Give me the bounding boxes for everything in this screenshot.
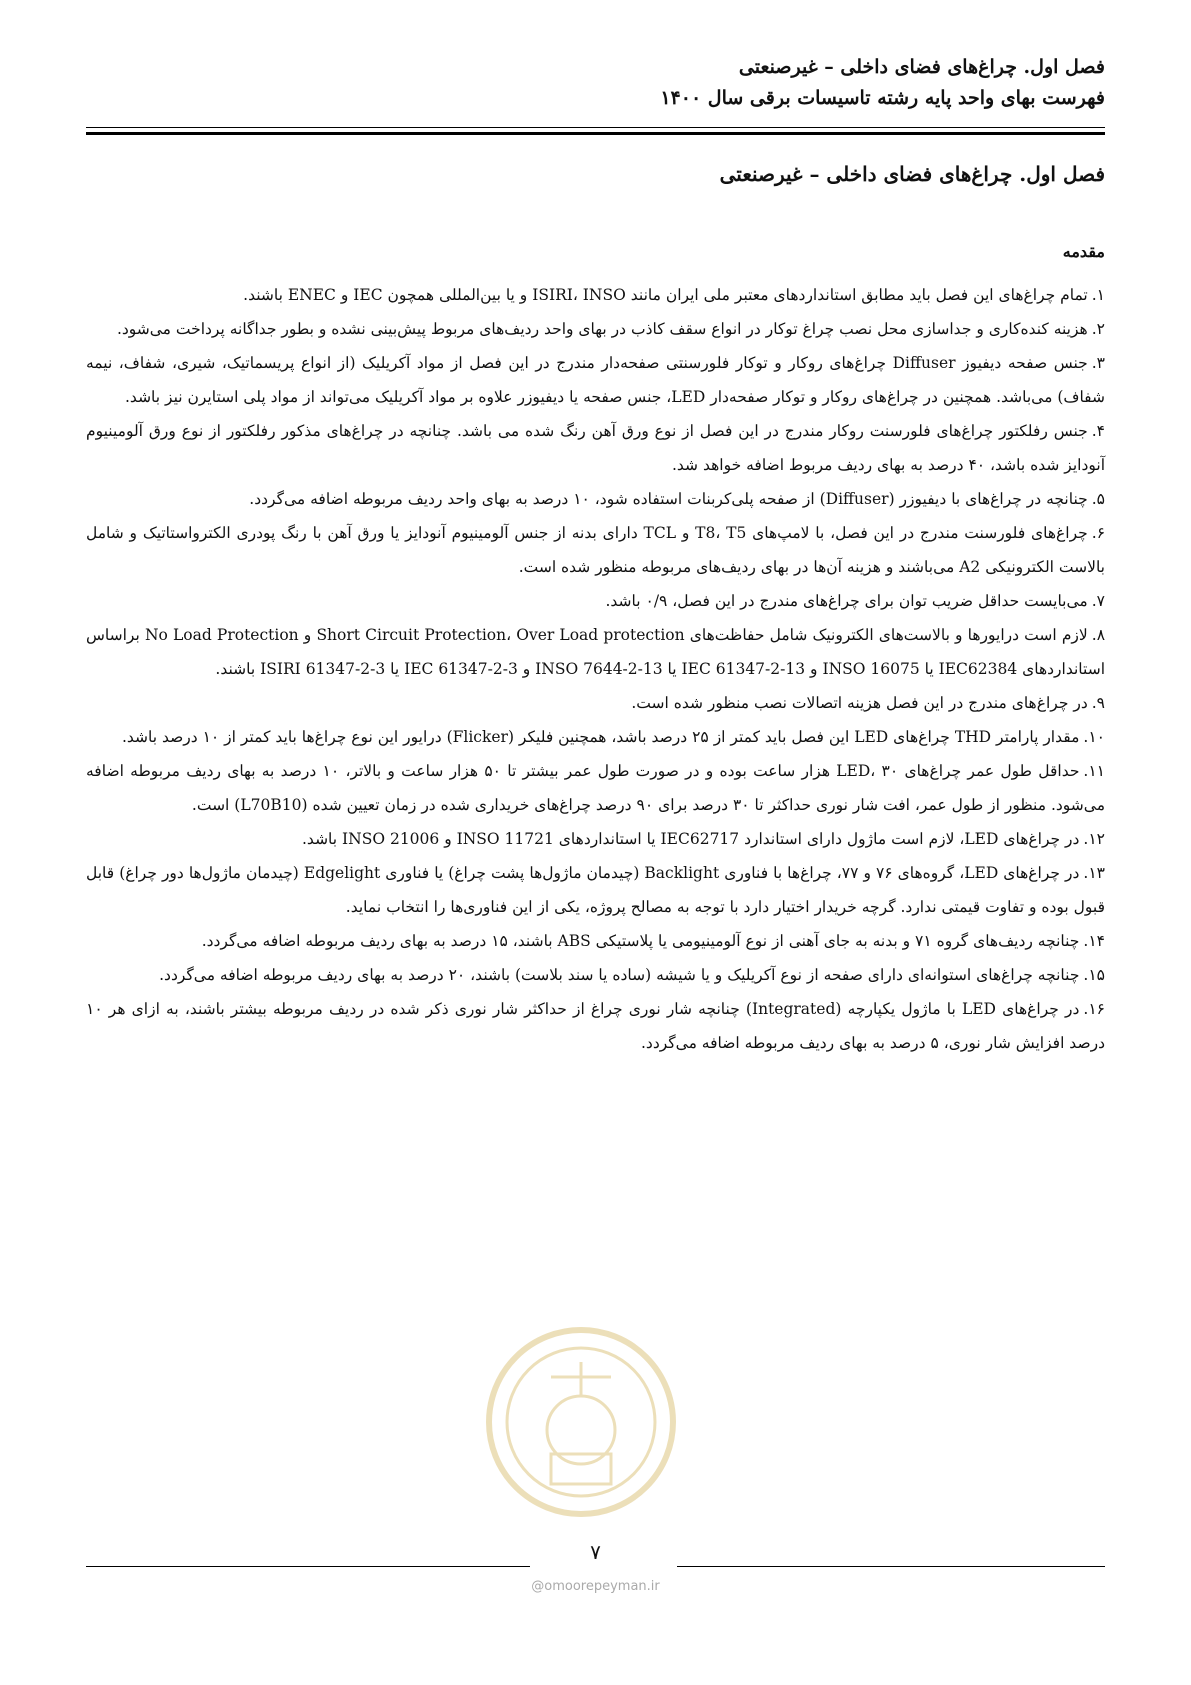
item-number: ۶. — [1091, 524, 1106, 542]
list-item — [86, 822, 1105, 856]
item-text: حداقل طول عمر چراغ‌های LED، ۳۰ هزار ساعت بوده و در صورت طول عمر بیشتر تا ۵۰ هزار ساعت و بالاتر، ۱۰ درصد به بهای ردیف مربوطه اضافه می‌شود. منظور از طول عمر، افت شار نوری حداکثر تا ۳۰ درصد برای ۹۰ درصد چراغ‌های خریداری شده در زمان تعیین شده (L70B10) است. — [86, 762, 1105, 814]
item-number: ۳. — [1091, 354, 1105, 372]
page-number: ۷ — [590, 1540, 601, 1564]
list-item — [86, 618, 1105, 686]
document-page — [86, 52, 1105, 1652]
list-item — [86, 924, 1105, 958]
list-item — [86, 414, 1105, 482]
item-number: ۱۴. — [1083, 932, 1105, 950]
item-number: ۱. — [1091, 286, 1105, 304]
header-chapter-title: فصل اول. چراغ‌های فضای داخلی – غیرصنعتی — [738, 56, 1105, 78]
item-number: ۱۲. — [1083, 830, 1105, 848]
item-text: در چراغ‌های LED، گروه‌های ۷۶ و ۷۷، چراغ‌ها با فناوری Backlight (چیدمان ماژول‌ها پشت چراغ) یا فناوری Edgelight (چیدمان ماژول‌ها دور چراغ) قابل قبول بوده و تفاوت قیمتی ندارد. گرچه خریدار اختیار دارد با توجه به مصالح پروژه، یکی از این فناوری‌ها را انتخاب نماید. — [86, 864, 1105, 916]
item-text: تمام چراغ‌های این فصل باید مطابق استانداردهای معتبر ملی ایران مانند ISIRI، INSO و یا بین‌المللی همچون IEC و ENEC باشند. — [243, 286, 1088, 304]
item-number: ۱۵. — [1083, 966, 1105, 984]
notes-list — [86, 278, 1105, 1060]
item-number: ۷. — [1091, 592, 1105, 610]
footer-divider-left — [86, 1566, 530, 1567]
item-text: چنانچه در چراغ‌های با دیفیوزر (Diffuser) از صفحه پلی‌کربنات استفاده شود، ۱۰ درصد به بهای واحد ردیف مربوطه اضافه می‌گردد. — [249, 490, 1088, 508]
item-number: ۴. — [1091, 422, 1105, 440]
header-divider-thick — [86, 132, 1105, 135]
item-text: هزینه کنده‌کاری و جداسازی محل نصب چراغ توکار در انواع سقف کاذب در بهای واحد ردیف‌های مربوط پیش‌بینی نشده و بطور جداگانه پرداخت می‌شود. — [116, 320, 1088, 338]
list-item — [86, 482, 1105, 516]
list-item — [86, 312, 1105, 346]
item-number: ۵. — [1091, 490, 1105, 508]
item-text: مقدار پارامتر THD چراغ‌های LED این فصل باید کمتر از ۲۵ درصد باشد، همچنین فلیکر (Flicker) درایور این نوع چراغ‌ها باید کمتر از ۱۰ درصد باشد. — [121, 728, 1080, 746]
list-item — [86, 958, 1105, 992]
list-item — [86, 278, 1105, 312]
item-number: ۱۶. — [1083, 1000, 1105, 1018]
item-number: ۲. — [1091, 320, 1105, 338]
item-text: چنانچه چراغ‌های استوانه‌ای دارای صفحه از نوع آکریلیک و یا شیشه (ساده یا سند بلاست) باشند، ۲۰ درصد به بهای ردیف مربوطه اضافه می‌گردد. — [159, 966, 1080, 984]
item-text: در چراغ‌های مندرج در این فصل هزینه اتصالات نصب منظور شده است. — [631, 694, 1088, 712]
header-divider — [86, 127, 1105, 128]
item-number: ۹. — [1091, 694, 1105, 712]
item-text: لازم است درایورها و بالاست‌های الکترونیک شامل حفاظت‌های Short Circuit Protection، Over Load protection و No Load Protection براساس استانداردهای IEC62384 یا INSO 16075 و IEC 61347-2-13 یا INSO 7644-2-13 و IEC 61347-2-3 یا ISIRI 61347-2-3 باشند. — [86, 626, 1105, 678]
list-item — [86, 720, 1105, 754]
section-title: فصل اول. چراغ‌های فضای داخلی – غیرصنعتی — [719, 162, 1105, 186]
list-item — [86, 346, 1105, 414]
item-text: چراغ‌های فلورسنت مندرج در این فصل، با لامپ‌های T8، T5 و TCL دارای بدنه از جنس آلومینیوم آنودایز یا ورق آهن با رنگ پودری الکترواستاتیک و شامل بالاست الکترونیکی A2 می‌باشند و هزینه آن‌ها در بهای ردیف‌های مربوطه منظور شده است. — [86, 524, 1105, 576]
page-header — [86, 52, 1105, 114]
watermark-seal-icon — [481, 1322, 681, 1522]
item-number: ۱۱. — [1083, 762, 1106, 780]
item-text: جنس صفحه دیفیوز Diffuser چراغ‌های روکار و توکار فلورسنتی صفحه‌دار مندرج در این فصل از مواد آکریلیک (از انواع پریسماتیک، شیری، شفاف، نیمه شفاف) می‌باشد. همچنین در چراغ‌های روکار و توکار صفحه‌دار LED، جنس صفحه یا دیفیوزر علاوه بر مواد آکریلیک می‌تواند از مواد پلی استایرن نیز باشد. — [86, 354, 1105, 406]
item-text: چنانچه ردیف‌های گروه ۷۱ و بدنه به جای آهنی از نوع آلومینیومی یا پلاستیکی ABS باشند، ۱۵ درصد به بهای ردیف مربوطه اضافه می‌گردد. — [201, 932, 1080, 950]
list-item — [86, 754, 1105, 822]
list-item — [86, 516, 1105, 584]
header-book-title: فهرست بهای واحد پایه رشته تاسیسات برقی سال ۱۴۰۰ — [660, 87, 1105, 109]
item-number: ۸. — [1091, 626, 1106, 644]
item-text: جنس رفلکتور چراغ‌های فلورسنت روکار مندرج در این فصل از نوع ورق آهن رنگ شده می باشد. چنانچه در چراغ‌های مذکور رفلکتور از نوع ورق آلومینیوم آنودایز شده باشد، ۴۰ درصد به بهای ردیف مربوط اضافه خواهد شد. — [86, 422, 1105, 474]
intro-heading: مقدمه — [1062, 242, 1105, 261]
list-item — [86, 584, 1105, 618]
list-item — [86, 856, 1105, 924]
footer-divider-right — [677, 1566, 1105, 1567]
item-text: در چراغ‌های LED، لازم است ماژول دارای استاندارد IEC62717 یا استانداردهای INSO 11721 و INSO 21006 باشد. — [302, 830, 1080, 848]
list-item — [86, 686, 1105, 720]
item-number: ۱۳. — [1083, 864, 1105, 882]
item-text: می‌بایست حداقل ضریب توان برای چراغ‌های مندرج در این فصل، ۰/۹ باشد. — [605, 592, 1088, 610]
list-item — [86, 992, 1105, 1060]
item-text: در چراغ‌های LED با ماژول یکپارچه (Integrated) چنانچه شار نوری چراغ از حداکثر شار نوری ذکر شده در ردیف مربوطه بیشتر باشند، به ازای هر ۱۰ درصد افزایش شار نوری، ۵ درصد به بهای ردیف مربوطه اضافه می‌گردد. — [86, 1000, 1105, 1052]
item-number: ۱۰. — [1083, 728, 1105, 746]
watermark-url: @omoorepeyman.ir — [531, 1579, 660, 1594]
